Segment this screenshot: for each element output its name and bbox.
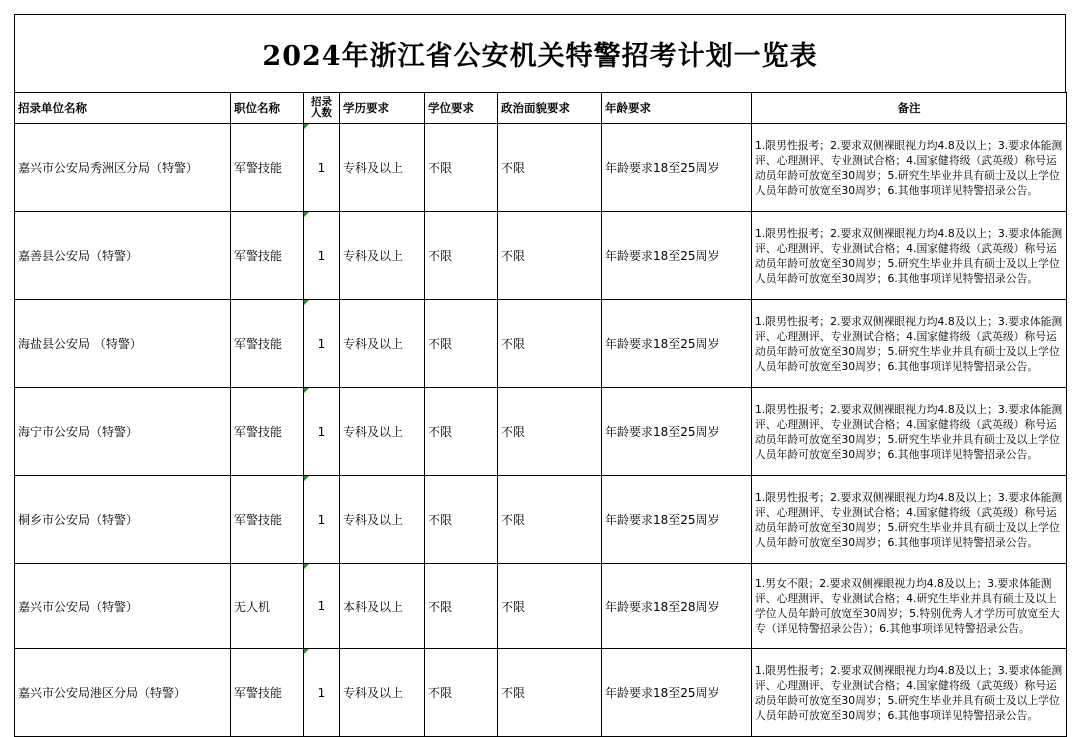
recruitment-table <box>14 92 1067 737</box>
cell-notes: 1.限男性报考；2.要求双侧裸眼视力均4.8及以上；3.要求体能测评、心理测评、专业测试合格；4.国家健将级（武英级）称号运动员年龄可放宽至30周岁；5.研究生毕业并具有硕士及以上学位人员年龄可放宽至30周岁；6.其他事项详见特警招录公告。 <box>752 124 1067 212</box>
header-count <box>304 93 340 124</box>
cell-political: 不限 <box>498 476 602 564</box>
cell-education: 专科及以上 <box>340 212 425 300</box>
title-row <box>14 14 1066 92</box>
table-row <box>15 124 1067 212</box>
header-education: 学历要求 <box>340 93 425 124</box>
cell-notes: 1.男女不限；2.要求双侧裸眼视力均4.8及以上；3.要求体能测评、心理测评、专业测试合格；4.研究生毕业并具有硕士及以上学位人员年龄可放宽至30周岁；5.特别优秀人才学历可放宽至大专（详见特警招录公告）；6.其他事项详见特警招录公告。 <box>752 564 1067 649</box>
header-political: 政治面貌要求 <box>498 93 602 124</box>
cell-position: 军警技能 <box>231 649 304 737</box>
cell-position: 军警技能 <box>231 300 304 388</box>
cell-notes: 1.限男性报考；2.要求双侧裸眼视力均4.8及以上；3.要求体能测评、心理测评、专业测试合格；4.国家健将级（武英级）称号运动员年龄可放宽至30周岁；5.研究生毕业并具有硕士及以上学位人员年龄可放宽至30周岁；6.其他事项详见特警招录公告。 <box>752 649 1067 737</box>
cell-position: 军警技能 <box>231 212 304 300</box>
cell-notes: 1.限男性报考；2.要求双侧裸眼视力均4.8及以上；3.要求体能测评、心理测评、专业测试合格；4.国家健将级（武英级）称号运动员年龄可放宽至30周岁；5.研究生毕业并具有硕士及以上学位人员年龄可放宽至30周岁；6.其他事项详见特警招录公告。 <box>752 388 1067 476</box>
cell-position: 军警技能 <box>231 388 304 476</box>
table-row <box>15 300 1067 388</box>
cell-degree: 不限 <box>425 564 498 649</box>
table-row <box>15 212 1067 300</box>
cell-unit: 海宁市公安局（特警） <box>15 388 231 476</box>
cell-education: 专科及以上 <box>340 649 425 737</box>
cell-political: 不限 <box>498 388 602 476</box>
cell-count: 1 <box>304 212 340 300</box>
cell-count: 1 <box>304 476 340 564</box>
cell-count: 1 <box>304 388 340 476</box>
cell-age: 年龄要求18至25周岁 <box>602 212 752 300</box>
table-row <box>15 649 1067 737</box>
cell-degree: 不限 <box>425 212 498 300</box>
cell-unit: 桐乡市公安局（特警） <box>15 476 231 564</box>
cell-notes: 1.限男性报考；2.要求双侧裸眼视力均4.8及以上；3.要求体能测评、心理测评、专业测试合格；4.国家健将级（武英级）称号运动员年龄可放宽至30周岁；5.研究生毕业并具有硕士及以上学位人员年龄可放宽至30周岁；6.其他事项详见特警招录公告。 <box>752 476 1067 564</box>
cell-notes: 1.限男性报考；2.要求双侧裸眼视力均4.8及以上；3.要求体能测评、心理测评、专业测试合格；4.国家健将级（武英级）称号运动员年龄可放宽至30周岁；5.研究生毕业并具有硕士及以上学位人员年龄可放宽至30周岁；6.其他事项详见特警招录公告。 <box>752 300 1067 388</box>
cell-count: 1 <box>304 124 340 212</box>
cell-education: 专科及以上 <box>340 300 425 388</box>
cell-political: 不限 <box>498 300 602 388</box>
header-position: 职位名称 <box>231 93 304 124</box>
cell-age: 年龄要求18至25周岁 <box>602 388 752 476</box>
header-unit: 招录单位名称 <box>15 93 231 124</box>
cell-age: 年龄要求18至25周岁 <box>602 649 752 737</box>
cell-age: 年龄要求18至25周岁 <box>602 476 752 564</box>
cell-position: 无人机 <box>231 564 304 649</box>
cell-education: 专科及以上 <box>340 388 425 476</box>
table-row <box>15 476 1067 564</box>
header-age: 年龄要求 <box>602 93 752 124</box>
cell-count: 1 <box>304 564 340 649</box>
cell-position: 军警技能 <box>231 124 304 212</box>
cell-political: 不限 <box>498 124 602 212</box>
header-degree: 学位要求 <box>425 93 498 124</box>
cell-unit: 嘉兴市公安局秀洲区分局（特警） <box>15 124 231 212</box>
header-notes: 备注 <box>752 93 1067 124</box>
table-row <box>15 564 1067 649</box>
cell-age: 年龄要求18至25周岁 <box>602 300 752 388</box>
recruitment-sheet <box>14 14 1066 737</box>
cell-political: 不限 <box>498 212 602 300</box>
cell-count: 1 <box>304 300 340 388</box>
page-title: 2024年浙江省公安机关特警招考计划一览表 <box>262 41 818 72</box>
cell-political: 不限 <box>498 649 602 737</box>
header-row <box>15 93 1067 124</box>
cell-unit: 嘉善县公安局（特警） <box>15 212 231 300</box>
cell-degree: 不限 <box>425 124 498 212</box>
cell-position: 军警技能 <box>231 476 304 564</box>
cell-degree: 不限 <box>425 388 498 476</box>
table-row <box>15 388 1067 476</box>
cell-education: 本科及以上 <box>340 564 425 649</box>
cell-degree: 不限 <box>425 476 498 564</box>
cell-unit: 嘉兴市公安局（特警） <box>15 564 231 649</box>
cell-degree: 不限 <box>425 300 498 388</box>
header-count-line2: 人数 <box>311 107 332 119</box>
cell-age: 年龄要求18至25周岁 <box>602 124 752 212</box>
cell-education: 专科及以上 <box>340 124 425 212</box>
cell-education: 专科及以上 <box>340 476 425 564</box>
cell-political: 不限 <box>498 564 602 649</box>
cell-count: 1 <box>304 649 340 737</box>
cell-unit: 嘉兴市公安局港区分局（特警） <box>15 649 231 737</box>
header-count-line1: 招录 <box>311 96 332 108</box>
cell-degree: 不限 <box>425 649 498 737</box>
cell-notes: 1.限男性报考；2.要求双侧裸眼视力均4.8及以上；3.要求体能测评、心理测评、专业测试合格；4.国家健将级（武英级）称号运动员年龄可放宽至30周岁；5.研究生毕业并具有硕士及以上学位人员年龄可放宽至30周岁；6.其他事项详见特警招录公告。 <box>752 212 1067 300</box>
cell-unit: 海盐县公安局 （特警） <box>15 300 231 388</box>
cell-age: 年龄要求18至28周岁 <box>602 564 752 649</box>
